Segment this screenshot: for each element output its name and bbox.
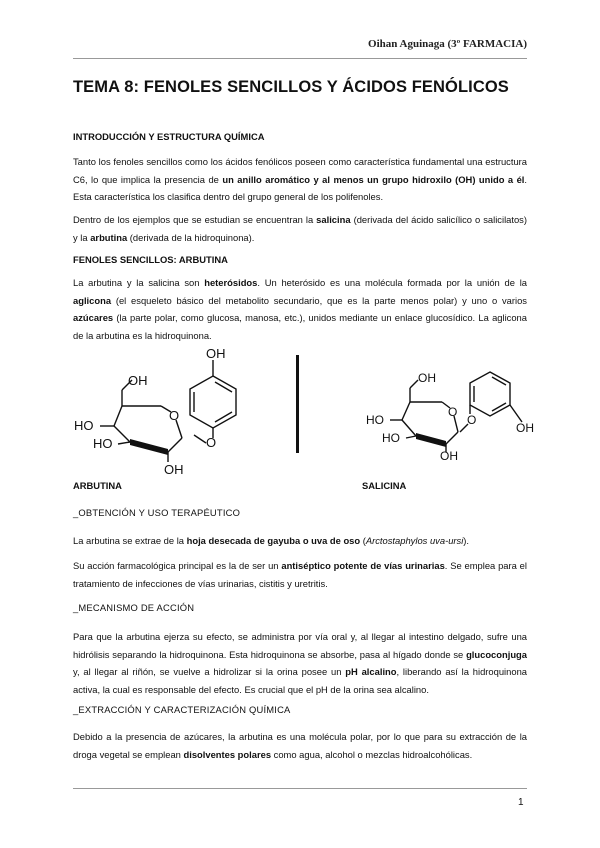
arbutina-oh-bottom: OH <box>164 462 184 475</box>
page-title: TEMA 8: FENOLES SENCILLOS Y ÁCIDOS FENÓLICOS <box>73 78 509 96</box>
paragraph-obtencion-2: Su acción farmacológica principal es la de ser un antiséptico potente de vías urinarias. Se emplea para el tratamiento de infecciones de vías urinarias, cistitis y uretritis. <box>73 560 527 589</box>
footer-rule <box>73 788 527 789</box>
salicina-structure <box>360 352 540 462</box>
arbutina-link-oxygen: O <box>206 435 217 450</box>
salicina-ring-oxygen: O <box>448 405 458 419</box>
subheading-extraccion: _EXTRACCIÓN Y CARACTERIZACIÓN QUÍMICA <box>73 704 291 715</box>
header-author: Oihan Aguinaga (3º FARMACIA) <box>368 38 527 50</box>
arbutina-ho-bottom: HO <box>93 436 113 451</box>
header-rule <box>73 58 527 59</box>
subheading-obtencion: _OBTENCIÓN Y USO TERAPÉUTICO <box>73 507 241 518</box>
salicina-ho-bottom: HO <box>382 431 400 445</box>
section-heading-arbutina: FENOLES SENCILLOS: ARBUTINA <box>73 254 228 265</box>
figure-divider <box>296 355 299 453</box>
paragraph-intro-2: Dentro de los ejemplos que se estudian se encuentran la salicina (derivada del ácido salicílico o salicilatos) y la arbutina (derivada de la hidroquinona). <box>73 214 527 243</box>
salicina-oh-ch2-aryl: OH <box>516 421 534 435</box>
paragraph-mecanismo-1: Para que la arbutina ejerza su efecto, se administra por vía oral y, al llegar al intestino delgado, sufre una hidrólisis separando la hidroquinona. Esta hidroquinona se absorbe, pasa al hígado donde se glucoconjuga y, al llegar al riñón, se vuelve a hidrolizar si la orina posee un pH alcalino, liberando así la hidroquinona activa, la cual es responsable del efecto. Es crucial que el pH de la orina sea alcalino. <box>73 631 527 695</box>
figure-label-salicina: SALICINA <box>362 480 407 491</box>
paragraph-obtencion-1: La arbutina se extrae de la hoja desecada de gayuba o uva de oso (Arctostaphylos uva-ursi). <box>73 535 470 546</box>
figure-label-arbutina: ARBUTINA <box>73 480 122 491</box>
subheading-mecanismo: _MECANISMO DE ACCIÓN <box>73 602 195 613</box>
page-number: 1 <box>518 797 524 808</box>
salicina-ho-left: HO <box>366 413 384 427</box>
paragraph-arbutina-1: La arbutina y la salicina son heterósidos. Un heterósido es una molécula formada por la unión de la aglicona (el esqueleto básico del metabolito secundario, que es la parte menos polar) y uno o varios azúcares (la parte polar, como glucosa, manosa, etc.), unidos mediante un enlace glucosídico. La aglicona de la arbutina es la hidroquinona. <box>73 277 528 341</box>
salicina-oh-bottom: OH <box>440 449 458 462</box>
arbutina-oh-top: OH <box>206 346 226 361</box>
salicina-oh-ch2: OH <box>418 371 436 385</box>
arbutina-ring-oxygen: O <box>169 408 180 423</box>
salicina-link-oxygen: O <box>467 413 477 427</box>
section-heading-intro: INTRODUCCIÓN Y ESTRUCTURA QUÍMICA <box>73 131 265 142</box>
arbutina-structure <box>68 340 268 475</box>
paragraph-extraccion-1: Debido a la presencia de azúcares, la arbutina es una molécula polar, por lo que para su extracción de la droga vegetal se emplean disolventes polares como agua, alcohol o mezclas hidroalcohólicas. <box>73 731 527 760</box>
paragraph-intro-1: Tanto los fenoles sencillos como los ácidos fenólicos poseen como característica fundamental una estructura C6, lo que implica la presencia de un anillo aromático y al menos un grupo hidroxilo (OH) unido a él. Esta característica los clasifica dentro del grupo general de los polifenoles. <box>73 156 528 202</box>
arbutina-oh-ch2: OH <box>128 373 148 388</box>
arbutina-ho-left: HO <box>74 418 94 433</box>
